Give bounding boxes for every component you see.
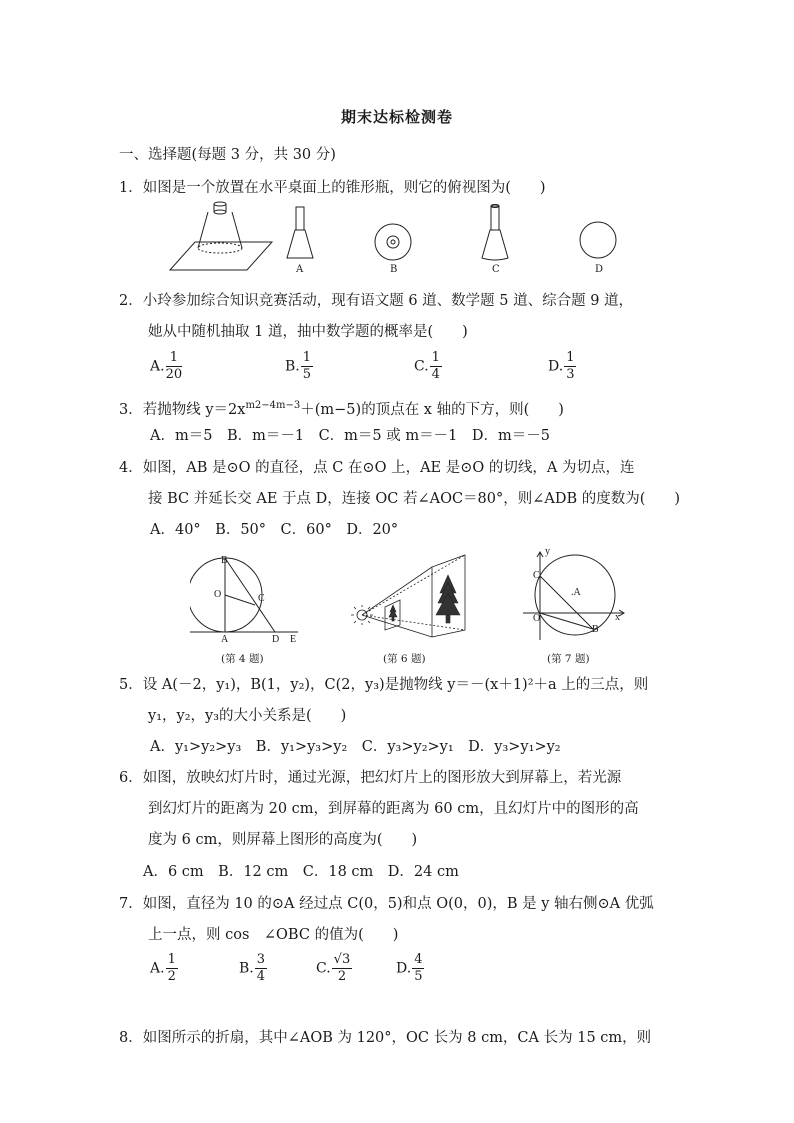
question-4-line-2: 接 BC 并延长交 AE 于点 D，连接 OC 若∠AOC＝80°，则∠ADB 的度数为( ) [148, 491, 681, 507]
option-c-flask-icon [482, 205, 508, 261]
q2-option-a: A. $\frac{1}{20}$ [150, 350, 183, 382]
figure-4-caption: (第 4 题) [221, 653, 264, 665]
fig4-label-c: C [258, 593, 265, 604]
figure-4-circle-tangent [190, 548, 305, 643]
q7-option-a: A. $\frac{1}{2}$ [150, 952, 176, 984]
question-4-line-1: 4．如图，AB 是⊙O 的直径，点 C 在⊙O 上，AE 是⊙O 的切线，A 为切点，连 [119, 460, 635, 476]
option-d-circle-icon [580, 222, 616, 258]
figure-6-projector [350, 545, 480, 640]
question-8-line-1: 8．如图所示的折扇，其中∠AOB 为 120°，OC 长为 8 cm，CA 长为 15 cm，则 [119, 1030, 652, 1046]
fig7-label-y: y [545, 546, 550, 557]
question-7-line-1: 7．如图，直径为 10 的⊙A 经过点 C(0，5)和点 O(0，0)，B 是 y 轴右侧⊙A 优弧 [119, 896, 654, 912]
question-6-options: A．6 cm B．12 cm C．18 cm D．24 cm [143, 864, 459, 880]
question-1-figure [160, 200, 660, 280]
q1-label-b: B [390, 264, 398, 275]
figure-6-caption: (第 6 题) [383, 653, 426, 665]
question-7-line-2: 上一点，则 cos ∠OBC 的值为( ) [148, 927, 399, 943]
section-heading: 一、选择题(每题 3 分，共 30 分) [119, 147, 336, 163]
option-b-concentric-circles-icon [375, 224, 411, 260]
fig4-label-o: O [214, 589, 222, 600]
option-a-trapezoid-icon [287, 207, 313, 258]
question-3-options: A．m＝5 B．m＝－1 C．m＝5 或 m＝－1 D．m＝－5 [150, 428, 550, 444]
fig7-label-a: .A [571, 587, 581, 598]
q1-label-c: C [492, 264, 500, 275]
q7-option-b: B. $\frac{3}{4}$ [239, 952, 266, 984]
question-4-options: A．40° B．50° C．60° D．20° [150, 522, 399, 538]
fig4-label-e: E [290, 634, 297, 645]
flask-on-table-icon [170, 202, 272, 270]
q7-option-c: C. $\frac{√3}{2}$ [316, 952, 351, 984]
fig7-label-x: x [615, 612, 620, 623]
question-6-line-3: 度为 6 cm，则屏幕上图形的高度为( ) [148, 832, 418, 848]
fig7-label-c: C [533, 570, 540, 581]
fig4-label-b: B [221, 555, 228, 566]
fig4-label-a: A [221, 634, 229, 645]
question-5-line-1: 5．设 A(－2，y₁)，B(1，y₂)，C(2，y₃)是抛物线 y＝－(x＋1)²＋a 上的三点，则 [119, 677, 649, 693]
page-title: 期末达标检测卷 [340, 108, 453, 126]
figure-7-caption: (第 7 题) [547, 653, 590, 665]
fig7-label-b: B [592, 624, 599, 635]
fig4-label-d: D [272, 634, 280, 645]
question-5-line-2: y₁，y₂，y₃的大小关系是( ) [148, 708, 347, 724]
q2-option-b: B. $\frac{1}{5}$ [285, 350, 312, 382]
fig7-label-o: O [533, 613, 541, 624]
q1-label-a: A [296, 264, 304, 275]
q1-label-d: D [595, 264, 604, 275]
q7-option-d: D. $\frac{4}{5}$ [396, 952, 423, 984]
question-6-line-2: 到幻灯片的距离为 20 cm，到屏幕的距离为 60 cm，且幻灯片中的图形的高 [148, 801, 639, 817]
question-6-line-1: 6．如图，放映幻灯片时，通过光源，把幻灯片上的图形放大到屏幕上，若光源 [119, 770, 622, 786]
question-1: 1．如图是一个放置在水平桌面上的锥形瓶，则它的俯视图为( ) [119, 180, 546, 196]
q2-option-d: D. $\frac{1}{3}$ [548, 350, 575, 382]
question-3: 3．若抛物线 $y=2x^{m2-4m-3}+(m-5)$的顶点在 x 轴的下方，则( ) [119, 400, 564, 418]
question-5-options: A．y₁>y₂>y₃ B．y₁>y₃>y₂ C．y₃>y₂>y₁ D．y₃>y₁>y₂ [150, 739, 561, 755]
q2-option-c: C. $\frac{1}{4}$ [414, 350, 440, 382]
question-2-line-2: 她从中随机抽取 1 道，抽中数学题的概率是( ) [148, 324, 468, 340]
question-2-line-1: 2．小玲参加综合知识竞赛活动，现有语文题 6 道、数学题 5 道、综合题 9 道， [119, 293, 634, 309]
